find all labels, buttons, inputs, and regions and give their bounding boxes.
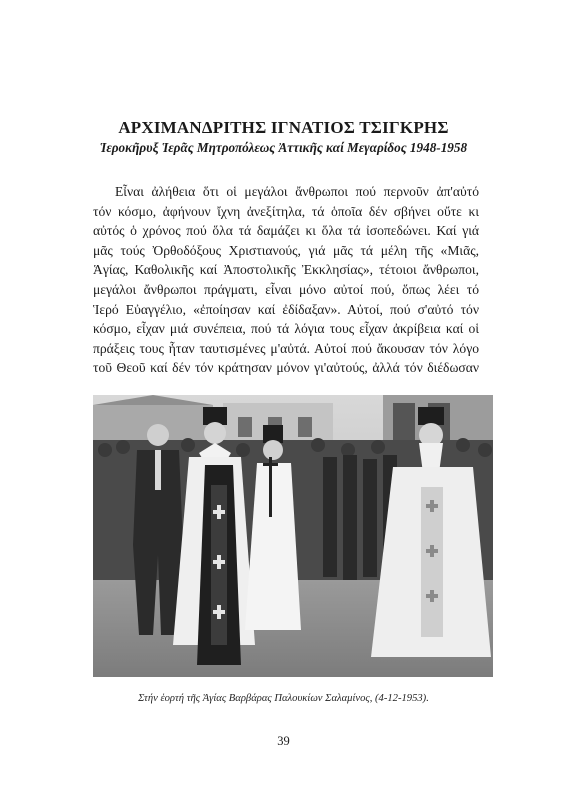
body-line: Ἱερό Εὐαγγέλιο, «ἐποίησαν καί ἐδίδαξαν». Αὐτοί, πού σ'αὐτό τόν — [93, 301, 479, 317]
chapter-subtitle: Ἱεροκῆρυξ Ἱερᾶς Μητροπόλεως Ἀττικῆς καί Μεγαρίδος 1948-1958 — [99, 140, 468, 155]
body-paragraph — [93, 182, 479, 378]
body-line: τοῦ Θεοῦ καί δέν τόν κράτησαν μόνον γι'αὐτούς, ἀλλά τόν διέδωσαν — [93, 360, 479, 376]
photo-caption: Στήν ἑορτή τῆς Ἁγίας Βαρβάρας Παλουκίων Σαλαμίνος, (4-12-1953). — [138, 693, 429, 704]
body-line: μᾶς τούς Ὀρθοδόξους Χριστιανούς, γιά μᾶς τά μέλη τῆς «Μιᾶς, — [93, 242, 479, 258]
chapter-title: ΑΡΧΙΜΑΝΔΡΙΤΗΣ ΙΓΝΑΤΙΟΣ ΤΣΙΓΚΡΗΣ — [118, 118, 449, 137]
page-number: 39 — [277, 734, 290, 748]
body-line: πράξεις τους ἦταν ταυτισμένες μ'αὐτά. Αὐτοί πού ἄκουσαν τόν λόγο — [93, 340, 479, 356]
photograph-image — [93, 395, 493, 677]
body-line: τόν κόσμο, ἀφήνουν ἴχνη ἀνεξίτηλα, τά ὁποῖα δέν σβήνει οὔτε κι — [93, 203, 479, 219]
photograph-illustration — [93, 395, 493, 677]
body-line: κόσμο, εἶχαν μιά συνέπεια, πού τά λόγια τους εἶχαν ἀκρίβεια καί οἱ — [93, 321, 479, 337]
body-line: αὐτός ὁ χρόνος πού ὅλα τά δαμάζει κι ὅλα τά ἰσοπεδώνει. Καί γιά — [93, 223, 479, 239]
body-line: Ἁγίας, Καθολικῆς καί Ἀποστολικῆς Ἐκκλησίας», τέτοιοι ἄνθρωποι, — [93, 262, 479, 278]
body-line: Εἶναι ἀλήθεια ὅτι οἱ μεγάλοι ἄνθρωποι πού περνοῦν ἀπ'αὐτό — [115, 184, 479, 199]
body-line: μεγάλοι ἄνθρωποι πράγματι, εἶναι μόνο αὐτοί πού, ὅπως λέει τό — [93, 281, 479, 297]
